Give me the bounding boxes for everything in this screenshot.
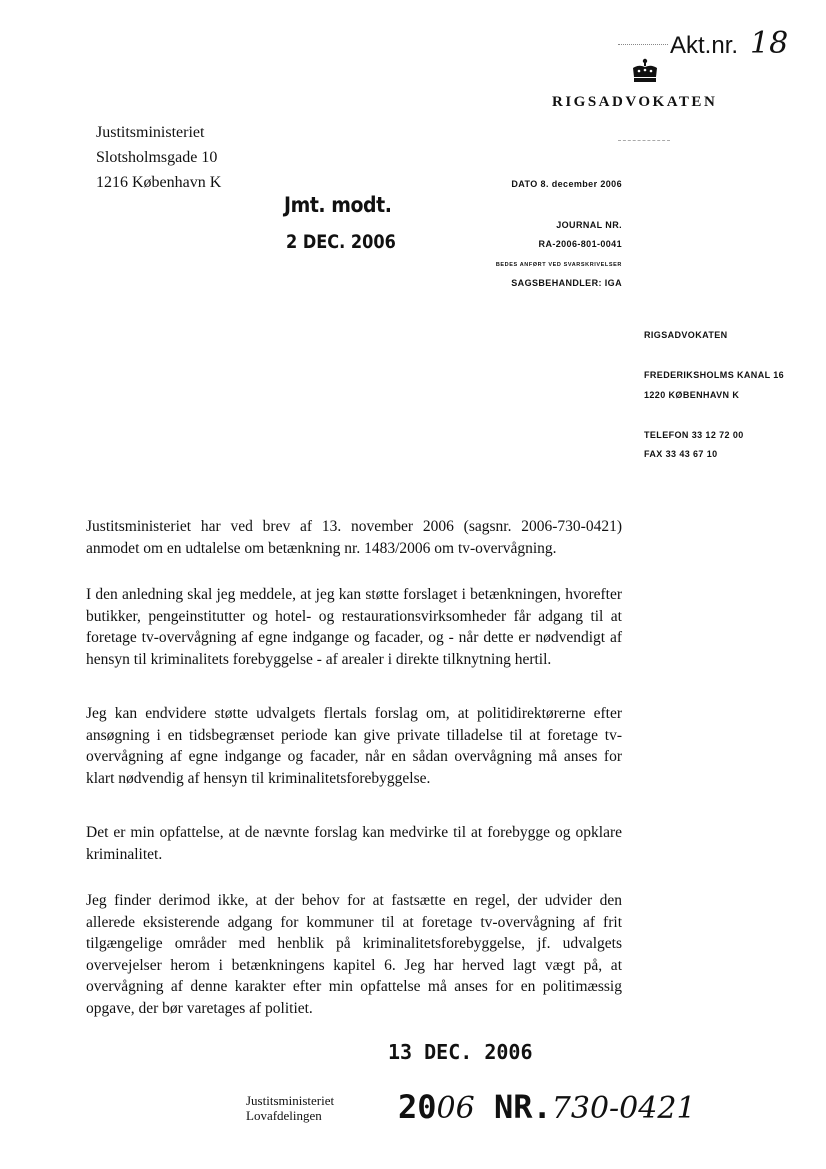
department-line-2: Lovafdelingen [246, 1108, 322, 1123]
faint-mark [618, 140, 670, 141]
case-year-handwritten: 06 [436, 1091, 475, 1126]
body-paragraph-2: I den anledning skal jeg meddele, at jeg kan støtte forslaget i betænkningen, hvorefter butikker, pengeinstitutter og hotel- og restaurationsvirksomheder får adgang til at foretage tv-overvågning af egne indgange og facader, og - når dette er nødvendigt af hensyn til kriminalitets forebyggelse - af arealer i direkte tilknytning hertil. [86, 586, 622, 668]
received-stamp-date: 2 DEC. 2006 [286, 231, 396, 253]
akt-nr [670, 26, 788, 61]
journal-label: JOURNAL NR. [556, 220, 622, 230]
letterhead-title: RIGSADVOKATEN [552, 94, 718, 110]
sender-city: 1220 KØBENHAVN K [644, 390, 740, 400]
body-paragraph-3: Jeg kan endvidere støtte udvalgets flertals forslag om, at politidirektørerne efter ansøgning i en tidsbegrænset periode kan give private tilladelse til at foretage tv-overvågning af egne indgange og facader, når en sådan overvågning må anses for klart nødvendig af hensyn til kriminalitetsforebyggelse. [86, 705, 622, 787]
recipient-line-2: Slotsholmsgade 10 [96, 149, 218, 166]
recipient-line-3: 1216 København K [96, 174, 222, 191]
receipt-date-stamp: 13 DEC. 2006 [388, 1040, 533, 1064]
body-paragraph-4: Det er min opfattelse, at de nævnte forslag kan medvirke til at forebygge og opklare kriminalitet. [86, 824, 622, 863]
recipient-line-1: Justitsministeriet [96, 124, 205, 141]
sender-street: FREDERIKSHOLMS KANAL 16 [644, 370, 785, 380]
crown-logo-icon [630, 58, 660, 91]
sender-fax: FAX 33 43 67 10 [644, 449, 718, 459]
body-paragraph-1: Justitsministeriet har ved brev af 13. november 2006 (sagsnr. 2006-730-0421) anmodet om en udtalelse om betænkning nr. 1483/2006 om tv-overvågning. [86, 518, 622, 557]
dotted-line [618, 44, 668, 45]
case-year-prefix: 20 [398, 1088, 437, 1126]
akt-nr-label: Akt.nr. [670, 32, 739, 59]
sender-phone: TELEFON 33 12 72 00 [644, 430, 744, 440]
department-line-1: Justitsministeriet [246, 1093, 335, 1108]
journal-number: RA-2006-801-0041 [538, 239, 622, 249]
body-paragraph-5: Jeg finder derimod ikke, at der behov for at fastsætte en regel, der udvider den allerede eksisterende adgang for kommuner til at foretage tv-overvågning af frit tilgængelige områder med henblik på kriminalitetsforebyggelse, jf. udvalgets overvejelser herom i betænkningens kapitel 6. Jeg har herved lagt vægt på, at overvågning af denne karakter efter min opfattelse må anses for en politimæssig opgave, der bør varetages af politiet. [86, 892, 622, 1017]
sender-name: RIGSADVOKATEN [644, 330, 728, 340]
received-stamp-label: Jmt. modt. [284, 193, 392, 217]
date-line: DATO 8. december 2006 [511, 179, 622, 189]
reference-note: BEDES ANFØRT VED SVARSKRIVELSER [495, 262, 622, 268]
case-number-stamp [398, 1088, 696, 1126]
case-nr-label: NR. [493, 1088, 552, 1126]
case-handler: SAGSBEHANDLER: IGA [511, 278, 622, 288]
akt-nr-handwritten: 18 [750, 26, 789, 61]
case-nr-handwritten: 730-0421 [551, 1091, 696, 1126]
